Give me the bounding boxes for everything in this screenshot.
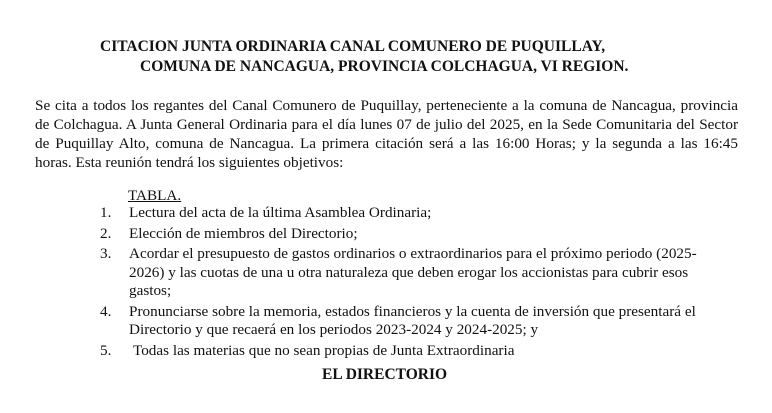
agenda-item-text: Pronunciarse sobre la memoria, estados financieros y la cuenta de inversión que presentará el Directorio y que recaerá en los periodos 2023-2024 y 2024-2025; y (129, 302, 696, 338)
agenda-item-text: Todas las materias que no sean propias de Junta Extraordinaria (133, 341, 515, 359)
agenda-item-number: 2. (100, 224, 112, 242)
agenda-item-4 (100, 303, 730, 340)
title-line-1: CITACION JUNTA ORDINARIA CANAL COMUNERO DE PUQUILLAY, (100, 38, 606, 55)
agenda-item-text: Acordar el presupuesto de gastos ordinarios o extraordinarios para el próximo periodo (2025-2026) y las cuotas de una u otra naturaleza que deben erogar los accionistas para cubrir esos gastos; (129, 245, 697, 299)
agenda-item-number: 4. (100, 302, 112, 320)
title-line-2: COMUNA DE NANCAGUA, PROVINCIA COLCHAGUA, VI REGION. (140, 58, 629, 75)
signature: EL DIRECTORIO (322, 366, 448, 383)
tabla-label: TABLA. (128, 187, 182, 204)
agenda-item-number: 1. (100, 204, 112, 221)
agenda-item-number: 5. (100, 341, 112, 359)
agenda-item-1 (100, 204, 730, 223)
agenda-item-number: 3. (100, 245, 112, 262)
agenda-item-text: Elección de miembros del Directorio; (129, 224, 358, 242)
agenda-item-2 (100, 225, 730, 244)
agenda-item-text: Lectura del acta de la última Asamblea Ordinaria; (129, 204, 432, 221)
agenda-item-3 (100, 245, 730, 301)
agenda-list (100, 204, 730, 362)
agenda-item-5 (100, 342, 730, 361)
body-paragraph: Se cita a todos los regantes del Canal Comunero de Puquillay, perteneciente a la comuna de Nancagua, provincia de Colchagua. A Junta General Ordinaria para el día lunes 07 de julio del 2025, en la Sede Comunitaria del Sector de Puquillay Alto, comuna de Nancagua. La primera citación será a las 16:00 Horas; y la segunda a las 16:45 horas. Esta reunión tendrá los siguientes objetivos: (35, 97, 738, 171)
